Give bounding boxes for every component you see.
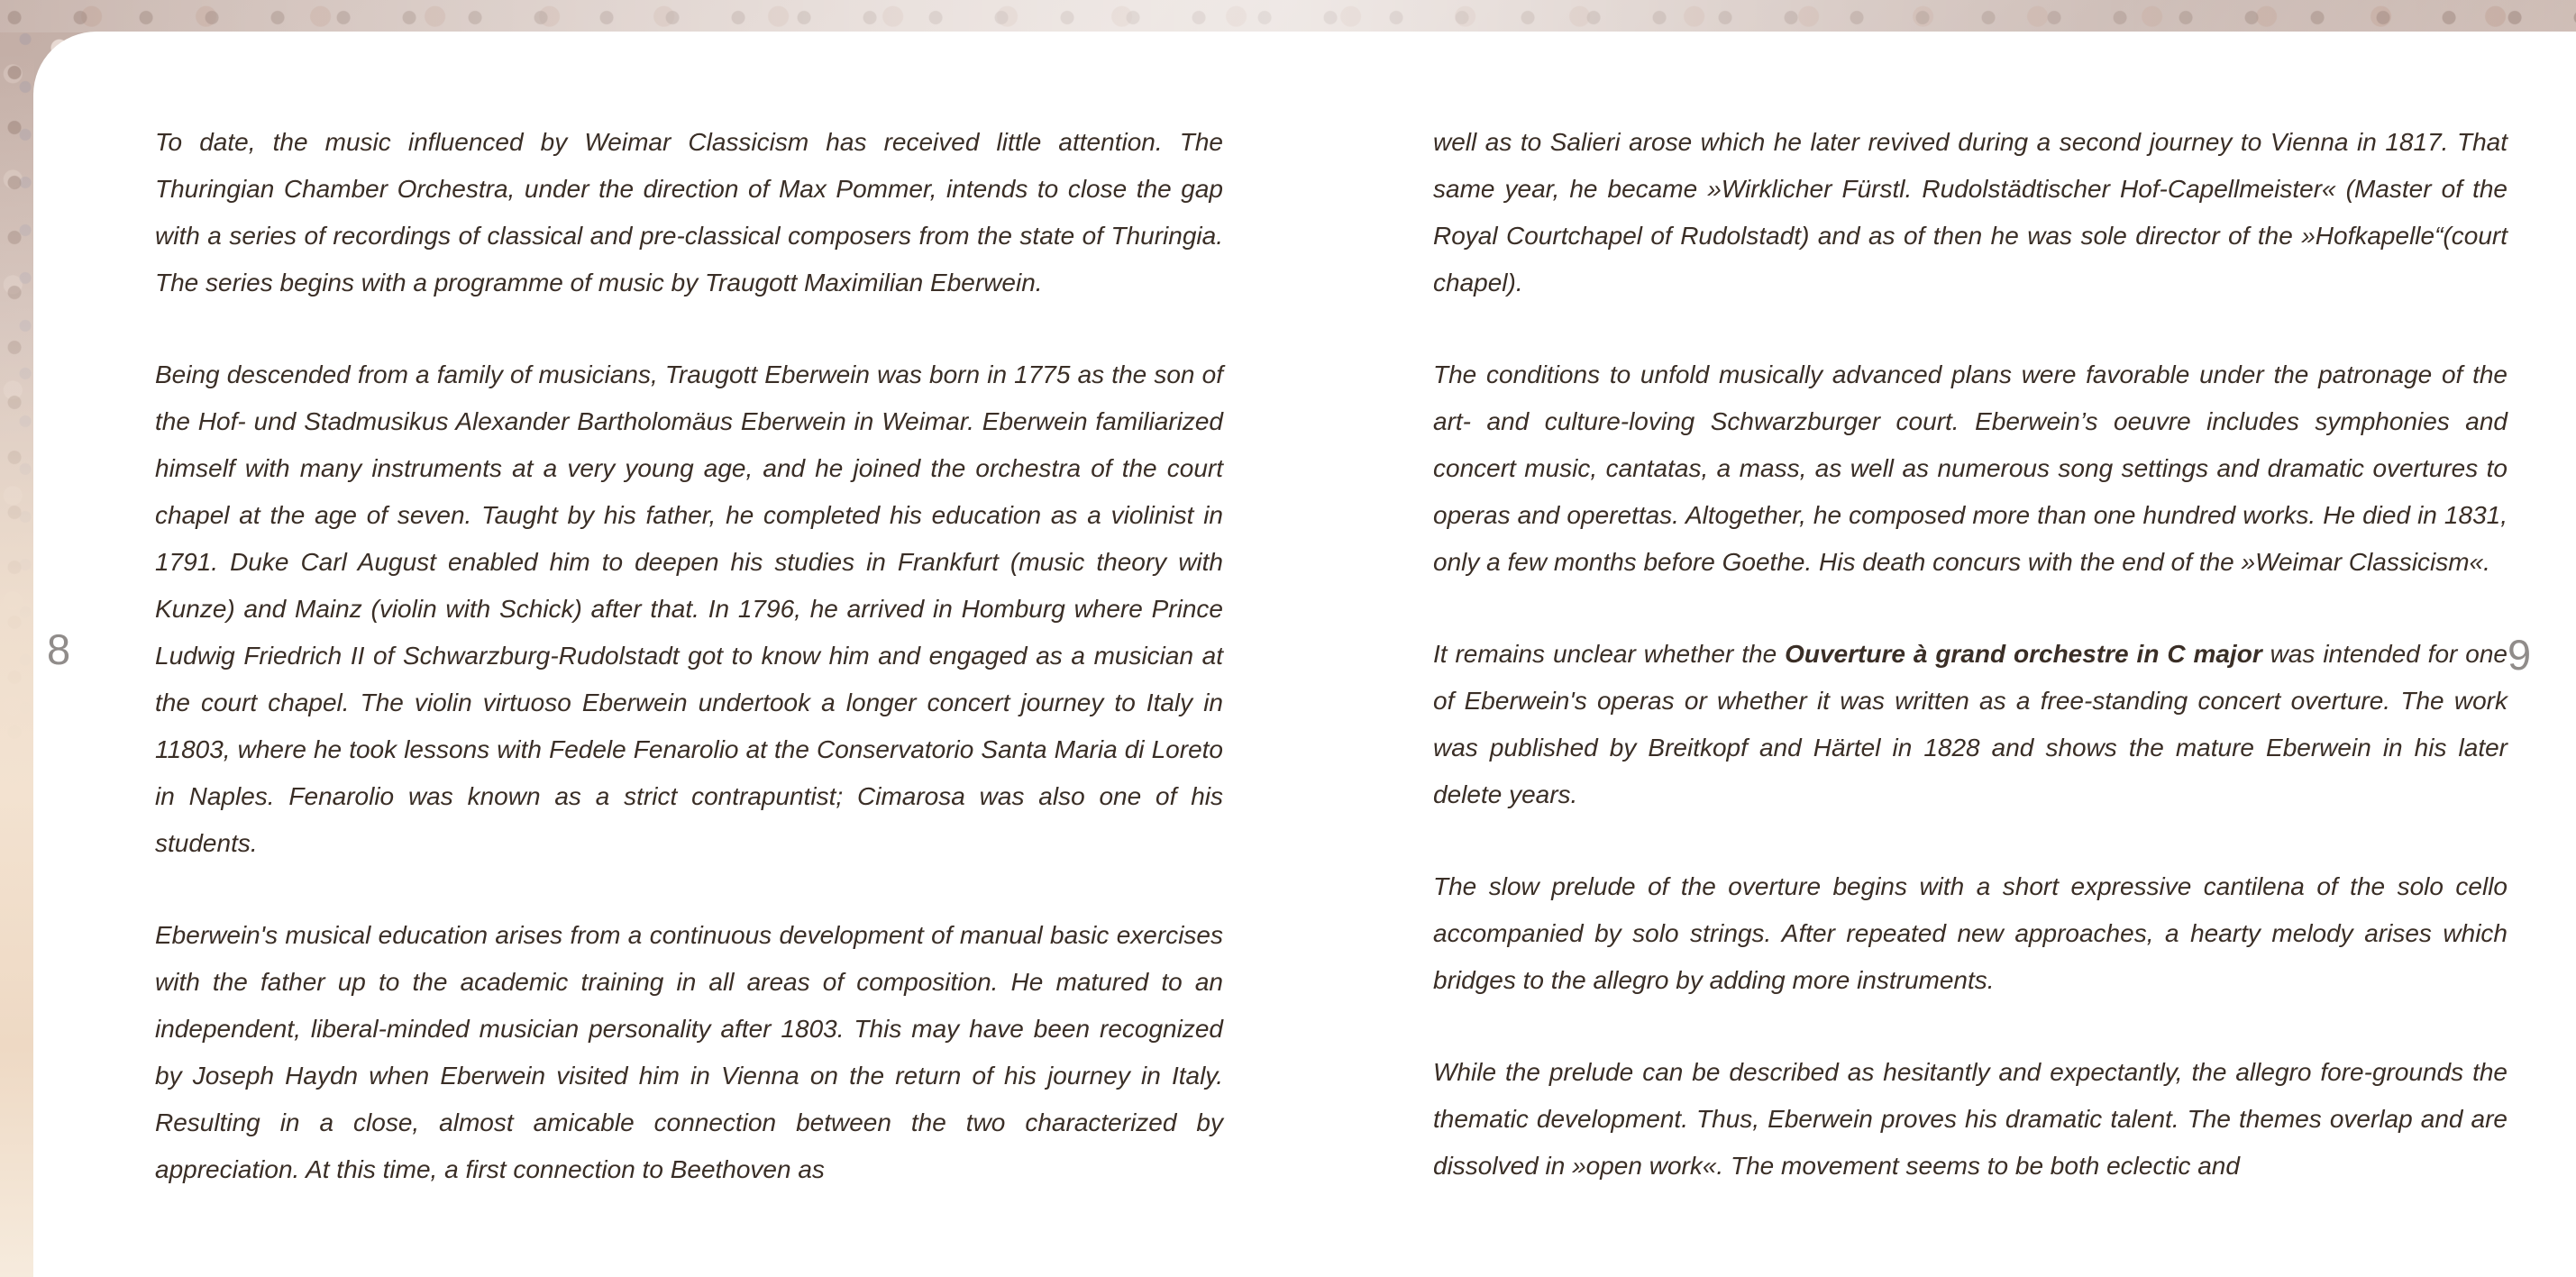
overture-text-before: It remains unclear whether the xyxy=(1433,640,1786,668)
left-page-number: 8 xyxy=(47,625,72,673)
left-border-fade xyxy=(0,0,34,1277)
paragraph-overture-origin xyxy=(1433,631,2507,818)
top-border-fade xyxy=(0,0,2576,32)
left-page-text-column xyxy=(155,119,1223,1238)
work-title: Ouverture à grand orchestre in C major xyxy=(1785,640,2262,668)
right-page-number: 9 xyxy=(2507,631,2533,679)
paragraph-schwarzburg-oeuvre: The conditions to unfold musically advanced plans were favorable under the patronage of the art- and culture-loving Schwarzburger court. Eberwein’s oeuvre includes symphonies and concert music, cantatas, a mass, as well as numerous song settings and dramatic overtures to operas and operettas. Altogether, he composed more than one hundred works. He died in 1831, only a few months before Goethe. His death concurs with the end of the »Weimar Classicism«. xyxy=(1433,360,2507,576)
overture-text-after: was intended for one of Eberwein's operas or whether it was written as a free-standing concert overture. The work was published by Breitkopf and Härtel in 1828 and shows the mature Eberwein in his later delete years. xyxy=(1433,640,2507,808)
paragraph-musical-education: Eberwein's musical education arises from a continuous development of manual basic exercises with the father up to the academic training in all areas of composition. He matured to an independent, liberal-minded musician personality after 1803. This may have been recognized by Joseph Haydn when Eberwein visited him in Vienna on the return of his journey in Italy. Resulting in a close, almost amicable connection between the two characterized by appreciation. At this time, a first connection to Beethoven as xyxy=(155,921,1223,1183)
paragraph-salieri-capellmeister: well as to Salieri arose which he later revived during a second journey to Vienna in 1817. That same year, he became »Wirklicher Fürstl. Rudolstädtischer Hof-Capellmeister« (Master of the Royal Courtchapel of Rudolstadt) and as of then he was sole director of the »Hofkapelle“(court chapel). xyxy=(1433,128,2507,296)
paragraph-biography-early-life: Being descended from a family of musicians, Traugott Eberwein was born in 1775 as the son of the Hof- und Stadmusikus Alexander Bartholomäus Eberwein in Weimar. Eberwein familiarized himself with many instruments at a very young age, and he joined the orchestra of the court chapel at the age of seven. Taught by his father, he completed his education as a violinist in 1791. Duke Carl August enabled him to deepen his studies in Frankfurt (music theory with Kunze) and Mainz (violin with Schick) after that. In 1796, he arrived in Homburg where Prince Ludwig Friedrich II of Schwarzburg-Rudolstadt got to know him and engaged as a musician at the court chapel. The violin virtuoso Eberwein undertook a longer concert journey to Italy in 11803, where he took lessons with Fedele Fenarolio at the Conservatorio Santa Maria di Loreto in Naples. Fenarolio was known as a strict contrapuntist; Cimarosa was also one of his students. xyxy=(155,360,1223,857)
booklet-page-panel xyxy=(33,32,2576,1277)
right-page-text-column xyxy=(1433,119,2507,1235)
paragraph-slow-prelude: The slow prelude of the overture begins with a short expressive cantilena of the solo cello accompanied by solo strings. After repeated new approaches, a hearty melody arises which bridges to the allegro by adding more instruments. xyxy=(1433,872,2507,994)
paragraph-intro-series: To date, the music influenced by Weimar Classicism has received little attention. The Thuringian Chamber Orchestra, under the direction of Max Pommer, intends to close the gap with a series of recordings of classical and pre-classical composers from the state of Thuringia. The series begins with a programme of music by Traugott Maximilian Eberwein. xyxy=(155,128,1223,296)
paragraph-allegro: While the prelude can be described as hesitantly and expectantly, the allegro fore-grounds the thematic development. Thus, Eberwein proves his dramatic talent. The themes overlap and are dissolved in »open work«. The movement seems to be both eclectic and xyxy=(1433,1058,2507,1180)
